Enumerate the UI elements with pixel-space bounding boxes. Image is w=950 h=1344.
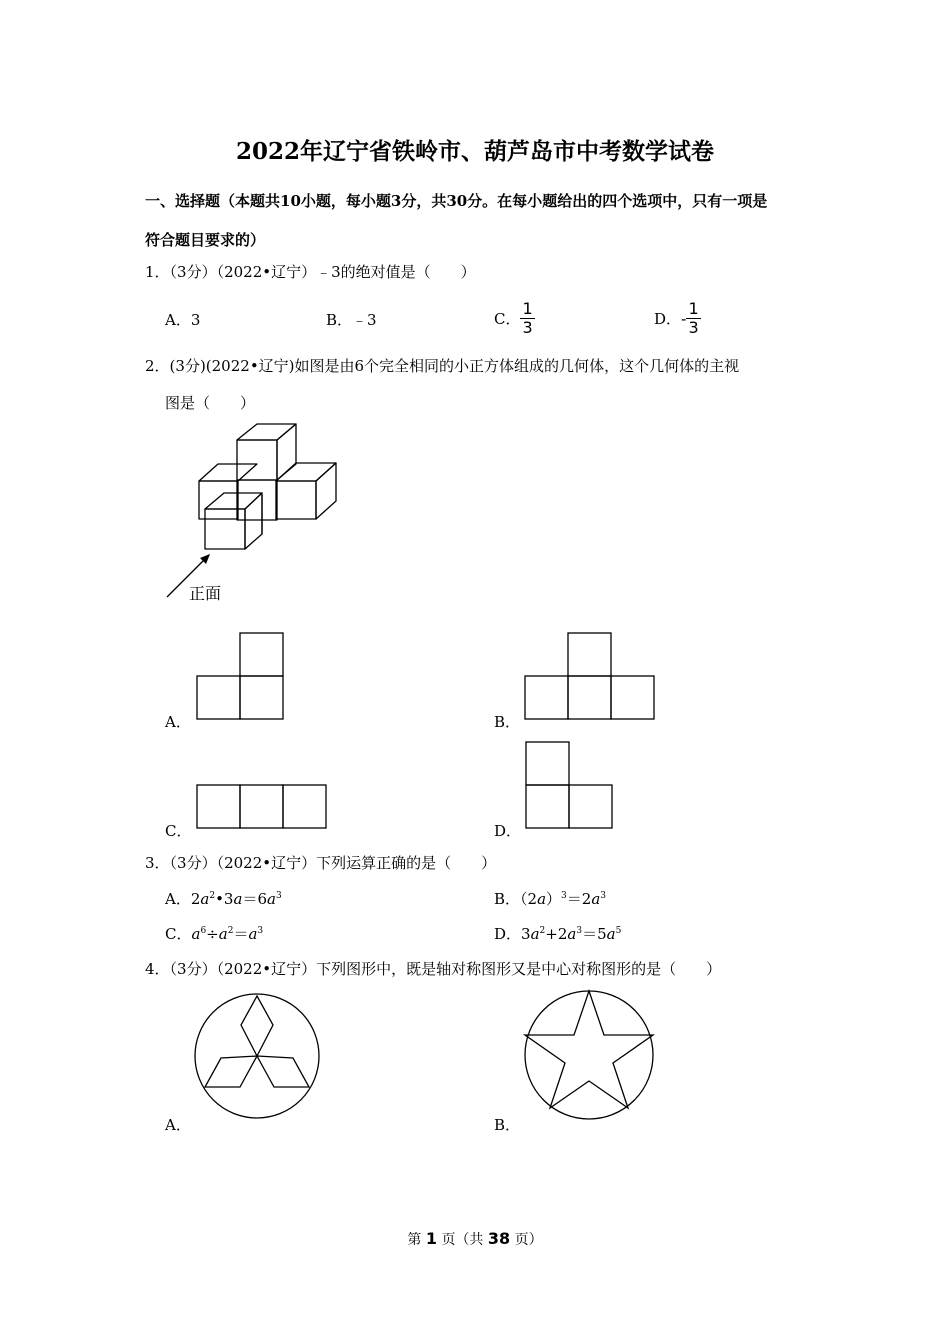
q3-option-a: A．$2a^2•3a=6a^3$ — [165, 890, 282, 908]
square — [197, 785, 240, 828]
q2-stem-line1: 2．(3分)(2022•辽宁)如图是由6个完全相同的小正方体组成的几何体，这个几何体的主视 — [145, 357, 740, 375]
cube-side-face — [245, 493, 262, 549]
q3-option-a-label: A． — [165, 890, 191, 908]
q2-option-d-label: D． — [494, 822, 522, 840]
square — [526, 742, 569, 785]
q4-option-a-label: A． — [165, 1116, 191, 1134]
q4-stem: 4．（3分）（2022•辽宁）下列图形中，既是轴对称图形又是中心对称图形的是（ ） — [145, 960, 722, 978]
square — [526, 785, 569, 828]
q1-c-denominator: 3 — [522, 318, 533, 337]
square — [240, 633, 283, 676]
q4-option-b-figure — [525, 991, 653, 1119]
q2-option-a-shape — [197, 633, 283, 719]
section-heading-line2: 符合题目要求的） — [145, 231, 266, 249]
q2-option-d-shape — [526, 742, 612, 828]
square — [240, 676, 283, 719]
q4-option-a-figure — [195, 994, 319, 1118]
q3-option-b-label: B． — [494, 890, 521, 908]
square — [568, 633, 611, 676]
front-label: 正面 — [189, 584, 222, 603]
footer-suffix: 页） — [514, 1232, 543, 1248]
footer-page-number: 1 — [425, 1229, 437, 1248]
q3-option-d-label: D． — [494, 925, 522, 943]
q2-option-b-label: B． — [494, 713, 521, 731]
square — [240, 785, 283, 828]
q2-option-b-shape — [525, 633, 654, 719]
cube-top-face — [276, 463, 336, 481]
q3-option-b: B．$(2a)^3=2a^3$ — [494, 890, 607, 908]
q4-option-b-label: B． — [494, 1116, 521, 1134]
q1-option-c-label: C． — [494, 310, 521, 328]
cube-side-face — [277, 424, 296, 480]
square — [525, 676, 568, 719]
q1-d-sign: - — [681, 309, 687, 328]
rhombus — [205, 1056, 257, 1087]
q3-option-c-label: C． — [165, 925, 192, 943]
rhombus — [241, 996, 273, 1056]
page-footer — [0, 1229, 950, 1249]
cube-front-face — [205, 509, 245, 549]
cube-front-face — [237, 440, 277, 480]
q2-stem-line2: 图是（ ） — [165, 394, 256, 412]
footer-total-pages: 38 — [487, 1229, 511, 1248]
q2-option-c-shape — [197, 785, 326, 828]
cube-front-face — [237, 480, 277, 520]
page-title: 2022年辽宁省铁岭市、葫芦岛市中考数学试卷 — [235, 138, 714, 165]
q3-option-d: D．$3a^2+2a^3=5a^5$ — [494, 925, 622, 943]
cube-side-face — [316, 463, 336, 519]
q2-option-a-label: A． — [165, 713, 191, 731]
square — [283, 785, 326, 828]
q1-c-numerator: 1 — [522, 299, 533, 318]
q2-option-c-label: C． — [165, 822, 192, 840]
q1-option-d-label: D． — [654, 310, 682, 328]
cube-top-face — [199, 464, 257, 481]
q1-option-b: B．﹣3 — [326, 311, 377, 329]
square — [568, 676, 611, 719]
q3-stem: 3．（3分）（2022•辽宁）下列运算正确的是（ ） — [145, 854, 497, 872]
cube-front-face — [276, 481, 316, 519]
q3-option-c: C．$a^6\div a^2=a^3$ — [165, 925, 264, 943]
square — [611, 676, 654, 719]
footer-prefix: 第 — [407, 1232, 422, 1248]
q1-d-numerator: 1 — [688, 299, 699, 318]
outer-circle — [525, 991, 653, 1119]
footer-mid: 页（共 — [441, 1232, 484, 1248]
square — [569, 785, 612, 828]
q1-d-denominator: 3 — [688, 318, 699, 337]
q1-option-a: A．3 — [165, 311, 201, 329]
q1-stem: 1．（3分）（2022•辽宁）﹣3的绝对值是（ ） — [145, 263, 476, 281]
rhombus — [257, 1056, 309, 1087]
square — [197, 676, 240, 719]
section-heading-line1: 一、选择题（本题共10小题，每小题3分，共30分。在每小题给出的四个选项中，只有一项是 — [145, 192, 768, 210]
